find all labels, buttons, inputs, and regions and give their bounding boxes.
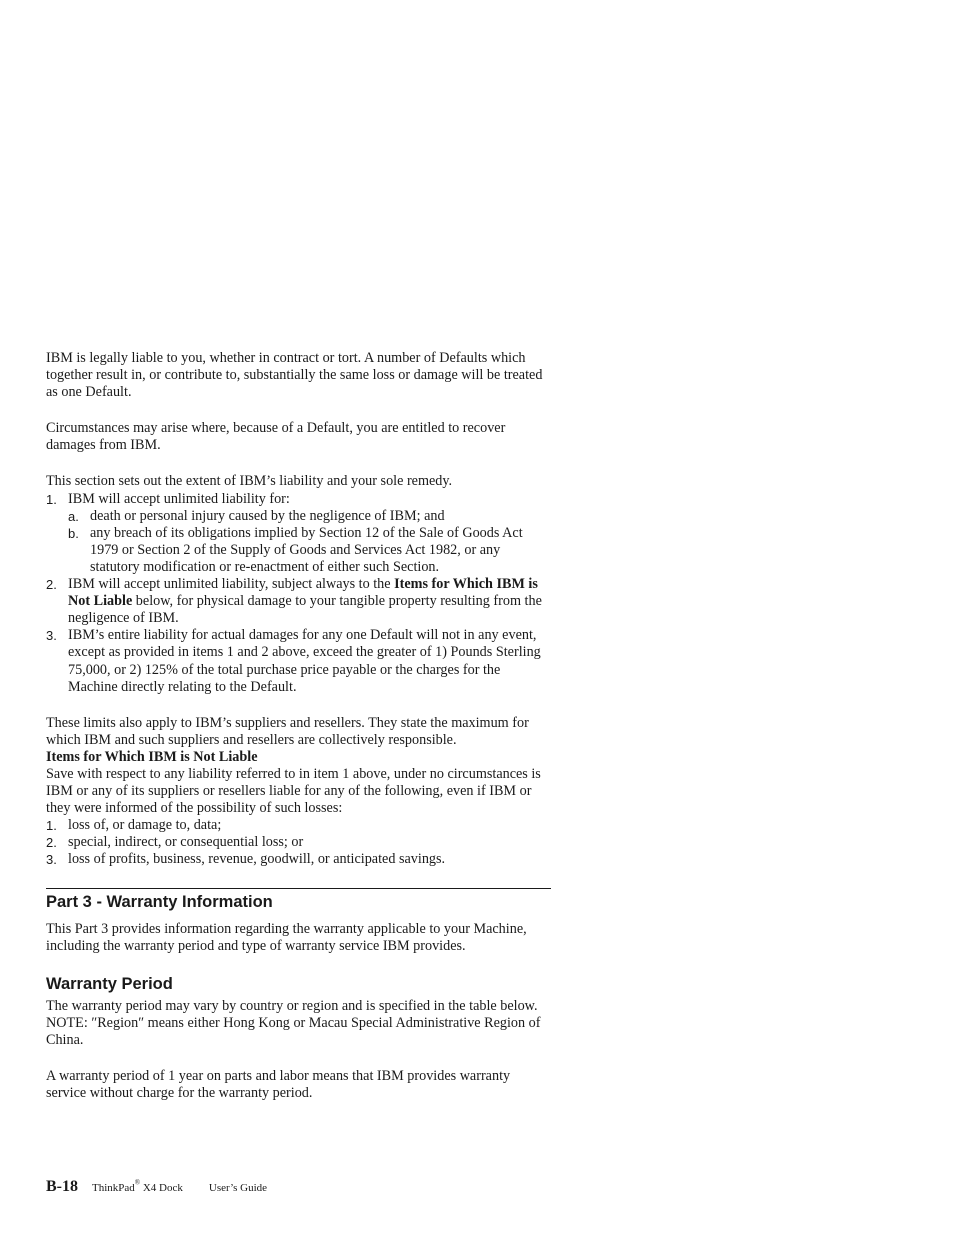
list-item-text: IBM will accept unlimited liability, subject always to the [68,576,395,593]
paragraph-section-scope: This section sets out the extent of IBM’s liability and your sole remedy. [46,473,453,490]
list-item [46,851,551,868]
list-marker: 1. [46,491,57,507]
part3-paragraph: This Part 3 provides information regarding the warranty applicable to your Machine, including the warranty period and type of warranty service IBM provides. [46,920,527,954]
document-title: User’s Guide [208,1182,268,1194]
list-item [46,627,551,695]
product-model: X4 Dock [140,1182,183,1194]
paragraph-circumstances: Circumstances may arise where, because of a Default, you are entitled to recover damages from IBM. [46,420,506,454]
list-item [46,817,551,834]
list-marker: b. [68,525,79,541]
document-body [46,350,551,1102]
page-number: B-18 [46,1178,78,1195]
cross-reference: Items for Which IBM is Not Liable [68,576,538,610]
list-marker: 1. [46,818,57,834]
sub-list-item [68,508,551,525]
warranty-period-paragraph-2: A warranty period of 1 year on parts and labor means that IBM provides warranty service without charge for the warranty period. [46,1068,511,1102]
list-item [46,576,551,627]
list-item-text: loss of, or damage to, data; [68,817,222,834]
not-liable-intro: Save with respect to any liability referred to in item 1 above, under no circumstances is IBM or any of its suppliers or resellers liable for any of the following, even if IBM or they were informed of the possibility of such losses: [46,765,541,817]
list-item [46,491,551,576]
list-item [46,834,551,851]
list-item-text: IBM will accept unlimited liability for: [68,490,290,507]
list-item-text: below, for physical damage to your tangible property resulting from the negligence of IBM. [68,593,542,627]
paragraph-liability-basis: IBM is legally liable to you, whether in contract or tort. A number of Defaults which together result in, or contribute to, substantially the same loss or damage will be treated as one Default. [46,350,543,401]
page-footer [46,1178,267,1196]
registered-mark: ® [134,1178,141,1187]
list-item-text: death or personal injury caused by the negligence of IBM; and [90,507,445,524]
product-name: ThinkPad [92,1182,135,1194]
not-liable-list [46,817,551,868]
liability-list [46,491,551,696]
list-marker: 2. [46,577,57,593]
warranty-period-paragraph: The warranty period may vary by country or region and is specified in the table below. NOTE: ″Region″ means either Hong Kong or Macau Special Administrative Region of China. [46,997,541,1048]
paragraph-limits: These limits also apply to IBM’s suppliers and resellers. They state the maximum for which IBM and such suppliers and resellers are collectively responsible. [46,714,529,748]
list-marker: 3. [46,852,57,868]
list-marker: 3. [46,628,57,644]
part3-heading: Part 3 - Warranty Information [46,892,273,911]
list-item-text: loss of profits, business, revenue, goodwill, or anticipated savings. [68,851,446,868]
section-divider [46,888,551,889]
list-item-text: special, indirect, or consequential loss; or [68,834,304,851]
list-item-text: any breach of its obligations implied by Section 12 of the Sale of Goods Act 1979 or Section 2 of the Supply of Goods and Services Act 1982, or any statutory modification or re-enactment of either such Section. [90,524,523,575]
list-item-text: IBM’s entire liability for actual damages for any one Default will not in any event, except as provided in items 1 and 2 above, exceed the greater of 1) Pounds Sterling 75,000, or 2) 125% of the total purchase price payable or the charges for the Machine directly relating to the Default. [68,627,541,695]
sub-list [68,508,551,576]
list-marker: a. [68,508,79,524]
sub-list-item [68,525,551,576]
not-liable-heading: Items for Which IBM is Not Liable [46,748,258,765]
warranty-period-heading: Warranty Period [46,974,173,993]
list-marker: 2. [46,835,57,851]
